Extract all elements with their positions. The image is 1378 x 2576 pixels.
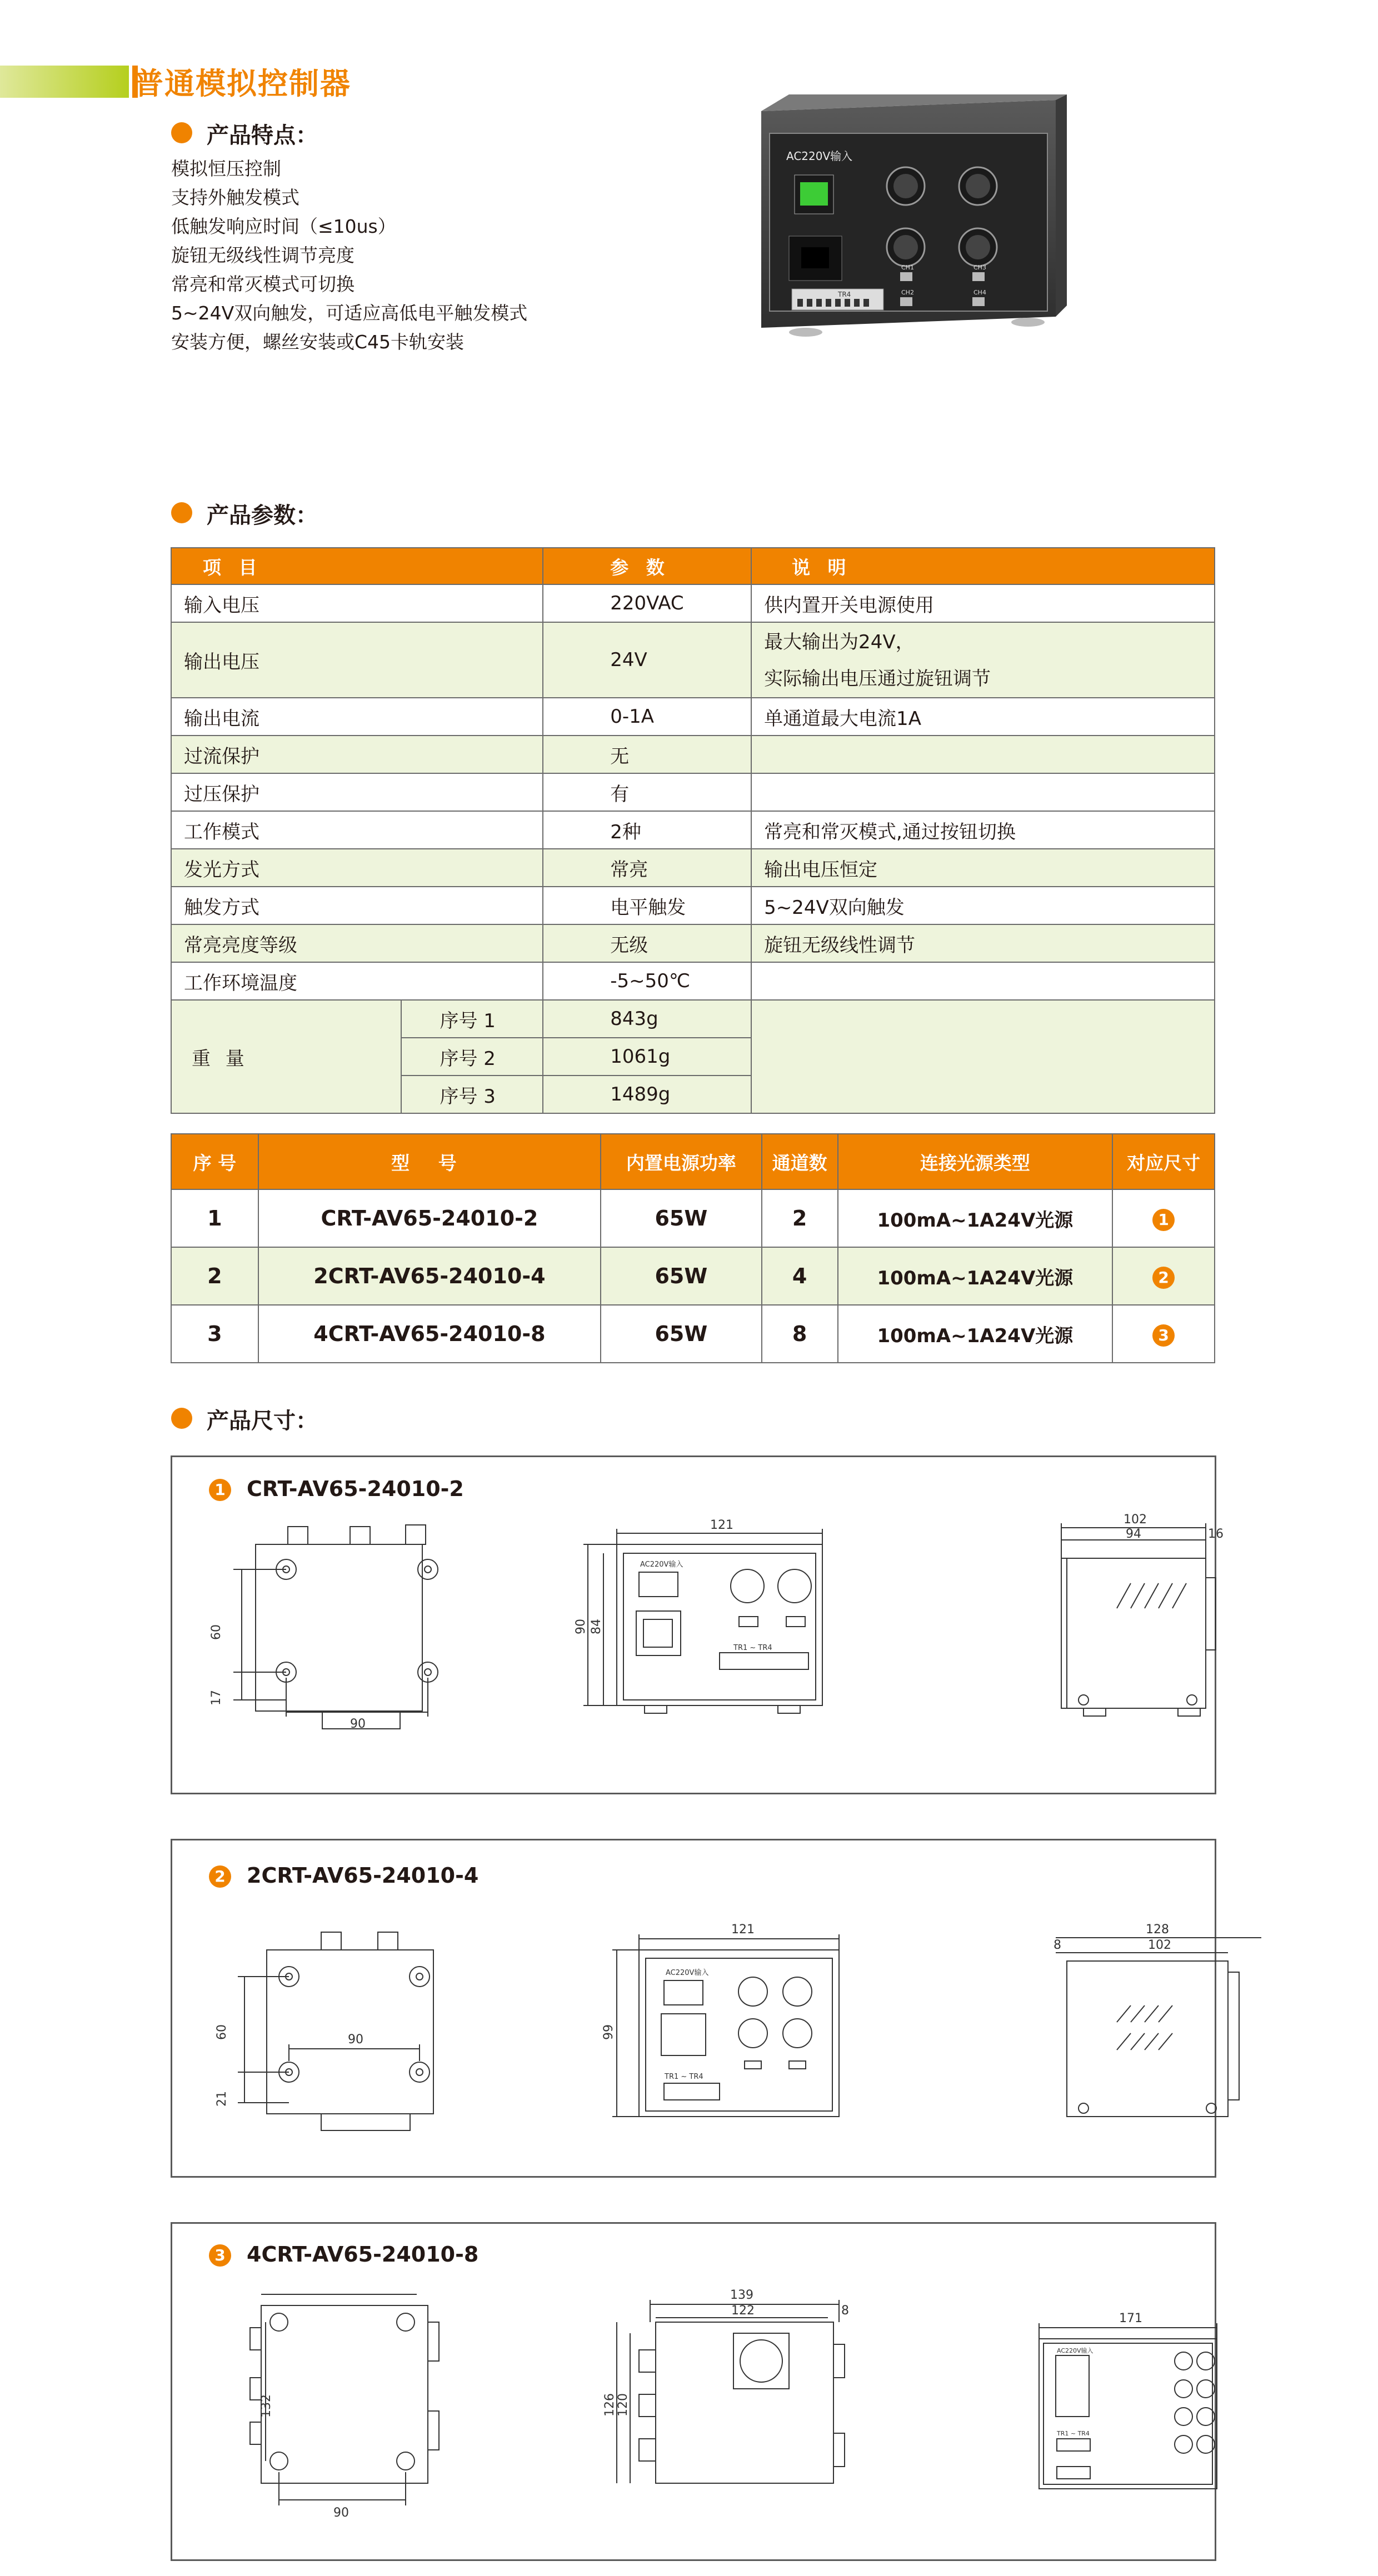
table-row: [171, 1247, 1215, 1305]
front-input-label: AC220V输入: [666, 1969, 709, 1977]
row-value: 有: [543, 773, 751, 811]
dim-label: 84: [590, 1619, 603, 1634]
dim-label: 60: [215, 2024, 229, 2040]
front-terminal-label: TR1 ~ TR4: [665, 2073, 703, 2081]
row-value: 2种: [543, 811, 751, 849]
model-name: 4CRT-AV65-24010-8: [258, 1305, 601, 1363]
params-col-note: 说 明: [751, 548, 1215, 584]
model-light: 100mA~1A24V光源: [838, 1305, 1113, 1363]
dim-label: 8: [841, 2304, 849, 2318]
row-note: 旋钮无级线性调节: [751, 924, 1215, 962]
feature-item: 模拟恒压控制: [171, 158, 281, 179]
dim-label: 102: [1124, 1513, 1147, 1527]
row-note: [751, 736, 1215, 773]
size-badge: 2: [209, 1865, 231, 1888]
model-seq: 3: [171, 1305, 258, 1363]
row-value: 常亮: [543, 849, 751, 887]
table-row: [171, 584, 1215, 622]
models-table: [171, 1133, 1215, 1363]
weight-seq: 序号 1: [401, 1000, 543, 1038]
dim-label: 102: [1148, 1938, 1171, 1952]
weight-value: 843g: [543, 1000, 751, 1038]
bullet-icon: [171, 1408, 192, 1429]
row-value: 220VAC: [543, 584, 751, 622]
row-note: [751, 622, 1215, 698]
row-note: 供内置开关电源使用: [751, 584, 1215, 622]
models-col-power: 内置电源功率: [601, 1134, 762, 1189]
model-light: 100mA~1A24V光源: [838, 1247, 1113, 1305]
dim-label: 90: [348, 2033, 363, 2047]
photo-input-label: AC220V输入: [786, 149, 853, 163]
dim-label: 99: [602, 2024, 616, 2040]
dim-label: 121: [731, 1923, 755, 1937]
row-note-line: 实际输出电压通过旋钮调节: [764, 668, 991, 690]
row-item: 过流保护: [171, 736, 543, 773]
row-note: 单通道最大电流1A: [751, 698, 1215, 736]
dim-label: 21: [215, 2091, 229, 2107]
params-col-value: 参 数: [543, 548, 751, 584]
models-col-seq: 序 号: [171, 1134, 258, 1189]
feature-item: 常亮和常灭模式可切换: [171, 273, 355, 295]
model-channels: 8: [762, 1305, 838, 1363]
dimension-model-title: CRT-AV65-24010-2: [247, 1477, 464, 1501]
model-power: 65W: [601, 1247, 762, 1305]
table-row: [171, 773, 1215, 811]
model-name: CRT-AV65-24010-2: [258, 1189, 601, 1247]
row-value: 电平触发: [543, 887, 751, 924]
dim-label: 120: [616, 2393, 630, 2417]
size-badge: 3: [1152, 1324, 1175, 1347]
dimensions-title: 产品尺寸：: [207, 1408, 318, 1434]
photo-ch4: CH4: [973, 289, 986, 296]
dim-label: 128: [1146, 1923, 1169, 1937]
size-badge: 1: [1152, 1209, 1175, 1231]
row-item: 输出电压: [171, 622, 543, 698]
dim-label: 90: [333, 2506, 349, 2520]
front-input-label: AC220V输入: [1057, 2347, 1094, 2354]
page-title: 普通模拟控制器: [133, 66, 351, 101]
row-note: 5~24V双向触发: [751, 887, 1215, 924]
drawing-set-1: [172, 1511, 1224, 1789]
feature-item: 安装方便，螺丝安装或C45卡轨安装: [171, 331, 465, 353]
row-note: [751, 773, 1215, 811]
models-col-size: 对应尺寸: [1112, 1134, 1215, 1189]
params-table: [171, 547, 1215, 1114]
front-terminal-label: TR1 ~ TR4: [733, 1644, 772, 1652]
model-seq: 1: [171, 1189, 258, 1247]
row-item: 发光方式: [171, 849, 543, 887]
model-seq: 2: [171, 1247, 258, 1305]
title-accent-bar: [0, 66, 129, 98]
controller-photo: [739, 94, 1072, 372]
dim-label: 16: [1208, 1527, 1224, 1541]
model-size: [1112, 1305, 1215, 1363]
row-item: 工作环境温度: [171, 962, 543, 1000]
weight-seq: 序号 2: [401, 1038, 543, 1076]
params-title: 产品参数：: [207, 503, 318, 528]
dim-label: 122: [731, 2304, 755, 2318]
photo-ch1: CH1: [901, 264, 914, 271]
weight-note: [751, 1000, 1215, 1113]
model-light: 100mA~1A24V光源: [838, 1189, 1113, 1247]
dimension-model-title: 4CRT-AV65-24010-8: [247, 2242, 479, 2267]
feature-item: 5~24V双向触发，可适应高低电平触发模式: [171, 302, 528, 324]
table-row: [171, 962, 1215, 1000]
table-row: [171, 698, 1215, 736]
model-size: [1112, 1189, 1215, 1247]
row-value: 无: [543, 736, 751, 773]
row-item: 过压保护: [171, 773, 543, 811]
drawing-set-2: [172, 1900, 1211, 2172]
table-row: [171, 887, 1215, 924]
dim-label: 126: [603, 2393, 617, 2417]
dim-label: 121: [710, 1518, 733, 1532]
size-badge: 3: [209, 2244, 231, 2267]
dim-label: 139: [730, 2288, 753, 2302]
row-value: 无级: [543, 924, 751, 962]
table-row: [171, 924, 1215, 962]
photo-terminal-label: TR4: [838, 291, 851, 298]
feature-item: 低触发响应时间（≤10us）: [171, 216, 396, 237]
size-badge: 2: [1152, 1267, 1175, 1289]
dim-label: 90: [350, 1717, 366, 1731]
table-row: [171, 849, 1215, 887]
photo-ch2: CH2: [901, 289, 914, 296]
dim-label: 17: [209, 1690, 223, 1705]
params-header: [171, 548, 1215, 584]
table-row: [171, 1305, 1215, 1363]
models-header: [171, 1134, 1215, 1189]
table-row: [171, 1000, 1215, 1038]
weight-value: 1489g: [543, 1076, 751, 1113]
dim-label: 90: [574, 1619, 588, 1634]
row-item: 工作模式: [171, 811, 543, 849]
row-item: 输入电压: [171, 584, 543, 622]
weight-label: 重 量: [171, 1000, 401, 1113]
table-row: [171, 622, 1215, 698]
feature-item: 支持外触发模式: [171, 187, 299, 208]
features-title: 产品特点：: [207, 123, 318, 148]
row-note-line: 最大输出为24V，: [764, 631, 915, 653]
row-note: 输出电压恒定: [751, 849, 1215, 887]
models-col-model: 型 号: [258, 1134, 601, 1189]
row-item: 触发方式: [171, 887, 543, 924]
row-note: [751, 962, 1215, 1000]
model-name: 2CRT-AV65-24010-4: [258, 1247, 601, 1305]
model-power: 65W: [601, 1189, 762, 1247]
front-terminal-label: TR1 ~ TR4: [1057, 2430, 1090, 2437]
row-item: 常亮亮度等级: [171, 924, 543, 962]
drawing-set-3: [172, 2278, 1211, 2555]
weight-value: 1061g: [543, 1038, 751, 1076]
dim-label: 171: [1119, 2312, 1142, 2325]
model-size: [1112, 1247, 1215, 1305]
size-badge: 1: [209, 1479, 231, 1501]
dim-label: 132: [259, 2394, 273, 2418]
row-value: -5~50℃: [543, 962, 751, 1000]
weight-seq: 序号 3: [401, 1076, 543, 1113]
params-col-item: 项 目: [171, 548, 543, 584]
model-channels: 2: [762, 1189, 838, 1247]
photo-ch3: CH3: [973, 264, 986, 271]
model-power: 65W: [601, 1305, 762, 1363]
model-channels: 4: [762, 1247, 838, 1305]
row-item: 输出电流: [171, 698, 543, 736]
dim-label: 60: [209, 1624, 223, 1640]
dim-label: 8: [1054, 1938, 1061, 1952]
dim-label: 94: [1126, 1527, 1141, 1541]
feature-item: 旋钮无级线性调节亮度: [171, 244, 355, 266]
table-row: [171, 811, 1215, 849]
models-col-light: 连接光源类型: [838, 1134, 1113, 1189]
bullet-icon: [171, 122, 192, 143]
bullet-icon: [171, 502, 192, 523]
row-note: 常亮和常灭模式,通过按钮切换: [751, 811, 1215, 849]
front-input-label: AC220V输入: [640, 1560, 683, 1569]
row-value: 24V: [543, 622, 751, 698]
table-row: [171, 736, 1215, 773]
dimension-model-title: 2CRT-AV65-24010-4: [247, 1863, 479, 1888]
table-row: [171, 1189, 1215, 1247]
row-value: 0-1A: [543, 698, 751, 736]
models-col-channels: 通道数: [762, 1134, 838, 1189]
